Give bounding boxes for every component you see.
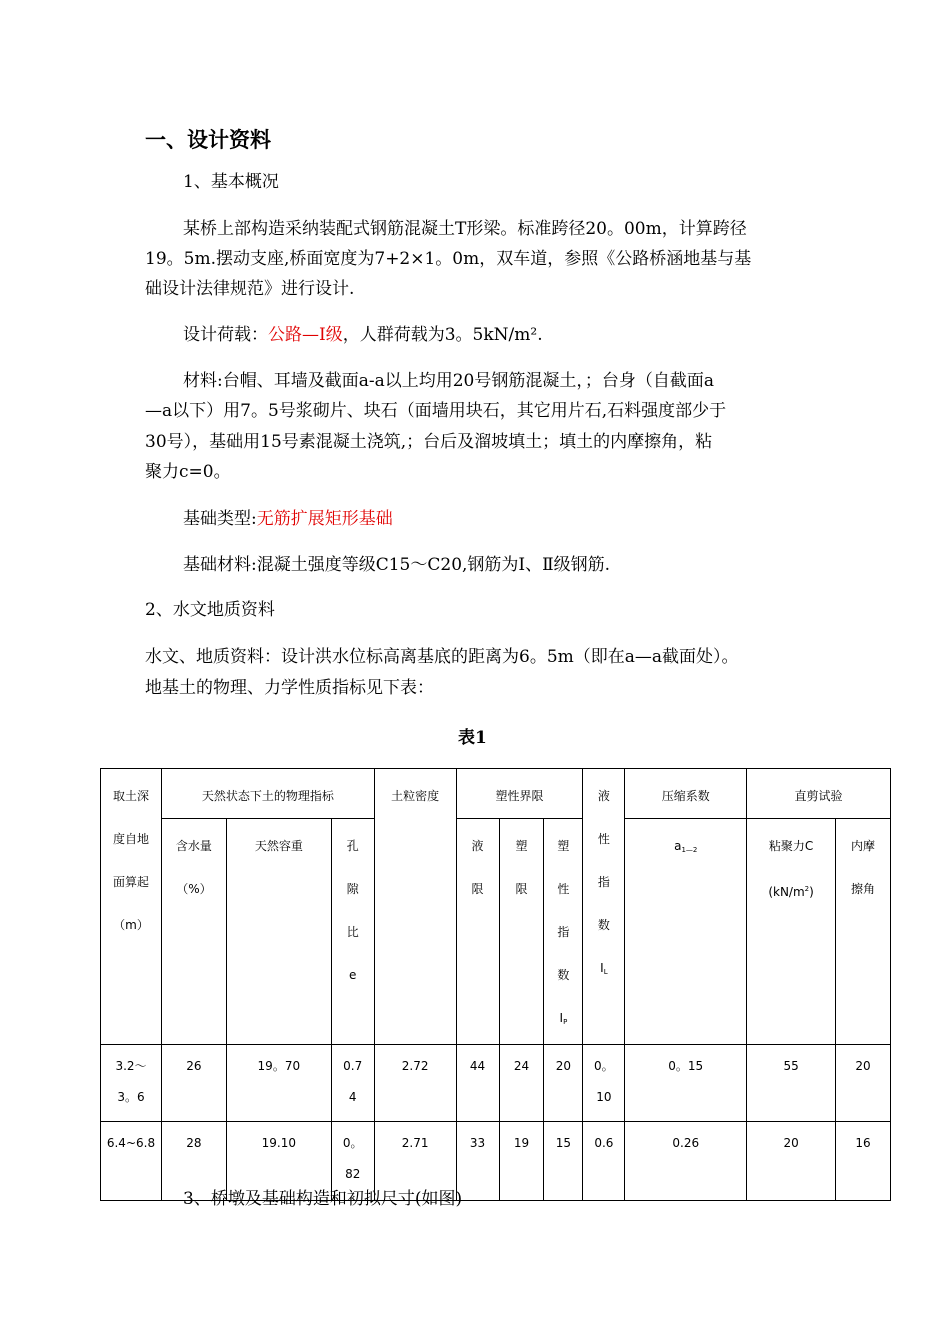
header-direct-shear: 直剪试验 xyxy=(747,769,891,819)
material-line-1: 材料:台帽、耳墙及截面a-a以上均用20号钢筋混凝土，；台身（自截面a xyxy=(183,371,715,391)
foundation-type-value: 无筋扩展矩形基础 xyxy=(256,509,393,529)
header-a-1-2: $a_{1—2}$ xyxy=(625,819,747,1045)
hydro-line-2: 地基土的物理、力学性质指标见下表： xyxy=(145,678,434,698)
material-line-3: 30号），基础用15号素混凝土浇筑,；台后及溜坡填土；填土的内摩擦角，粘 xyxy=(145,432,713,452)
header-friction-angle: 内摩 擦角 xyxy=(836,819,891,1045)
header-liquidity-index: 液 性 指 数 $I_L$ xyxy=(583,769,625,1045)
foundation-material: 基础材料:混凝土强度等级C15～C20,钢筋为Ⅰ、Ⅱ级钢筋. xyxy=(183,555,611,575)
design-load-rest: ，人群荷载为3。5kN/m². xyxy=(342,325,543,345)
design-load-label: 设计荷载： xyxy=(183,325,268,345)
material-line-2: —a以下）用7。5号浆砌片、块石（面墙用块石，其它用片石,石料强度部少于 xyxy=(145,401,727,421)
header-particle-density: 土粒密度 xyxy=(374,769,456,1045)
subsection-title-1: 1、基本概况 xyxy=(183,172,279,192)
material-line-4: 聚力c=0。 xyxy=(145,462,231,482)
paragraph-overview-line-1: 某桥上部构造采纳装配式钢筋混凝土T形梁。标准跨径20。00m，计算跨径 xyxy=(183,219,747,239)
header-plasticity-index: 塑 性 指 数 $I_P$ xyxy=(544,819,583,1045)
subsection-title-2: 2、水文地质资料 xyxy=(145,600,275,620)
header-water-content: 含水量 （%） xyxy=(161,819,226,1045)
subsection-title-3: 3、桥墩及基础构造和初拟尺寸(如图) xyxy=(183,1189,463,1209)
foundation-type xyxy=(183,508,393,530)
header-depth: 取土深 度自地 面算起 （m） xyxy=(101,769,162,1045)
header-liquid-limit: 液 限 xyxy=(456,819,499,1045)
hydro-line-1: 水文、地质资料：设计洪水位标高离基底的距离为6。5m（即在a—a截面处）。 xyxy=(145,647,739,667)
design-load xyxy=(183,324,543,346)
section-title: 一、设计资料 xyxy=(145,127,271,152)
table-row: 3.2～ 3。6 26 19。70 0.7 4 2.72 44 24 20 0。 10 0。15 55 20 xyxy=(101,1045,891,1122)
table-header-row-2 xyxy=(101,819,891,1045)
paragraph-overview-line-2: 19。5m.摆动支座,桥面宽度为7+2×1。0m，双车道，参照《公路桥涵地基与基 xyxy=(145,249,752,269)
design-load-value: 公路—Ⅰ级 xyxy=(268,325,343,345)
header-void-ratio: 孔 隙 比 e xyxy=(331,819,374,1045)
header-compression-coefficient: 压缩系数 xyxy=(625,769,747,819)
foundation-type-label: 基础类型: xyxy=(183,509,257,529)
header-natural-unit-weight: 天然容重 xyxy=(226,819,331,1045)
table-header-row-1 xyxy=(101,769,891,819)
soil-properties-table xyxy=(100,768,891,1201)
table-caption: 表1 xyxy=(458,728,487,748)
header-cohesion: 粘聚力C $(kN/m^2)$ xyxy=(747,819,836,1045)
header-plastic-limit: 塑 限 xyxy=(499,819,544,1045)
header-plastic-limits: 塑性界限 xyxy=(456,769,583,819)
table-row: 6.4~6.8 28 19.10 0。 82 2.71 33 19 15 0.6 0.26 20 16 xyxy=(101,1122,891,1201)
paragraph-overview-line-3: 础设计法律规范》进行设计. xyxy=(145,279,355,299)
header-natural-state: 天然状态下土的物理指标 xyxy=(161,769,374,819)
